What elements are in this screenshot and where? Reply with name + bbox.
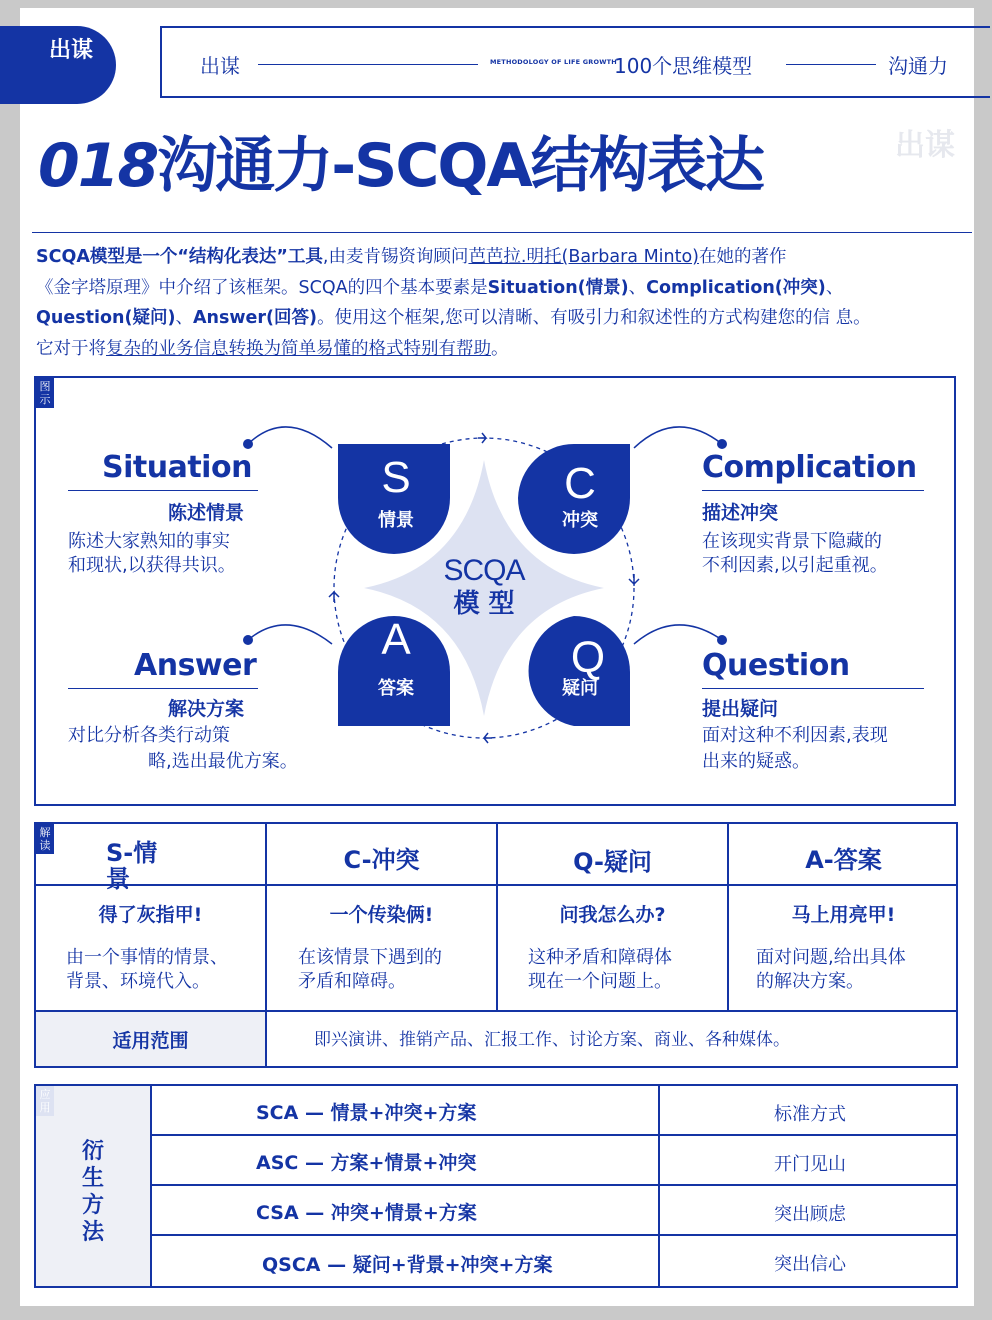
answer-rule xyxy=(68,688,258,689)
header-rule-left xyxy=(258,64,478,65)
intro-bold-complication: Complication(冲突) xyxy=(646,277,826,298)
derive-name-2: 开门见山 xyxy=(774,1154,846,1175)
derive-row-divider-1 xyxy=(150,1134,956,1136)
intro-text-3b: 。使用这个框架,您可以清晰、有吸引力和叙述性的方式构建您的信 息。 xyxy=(317,308,871,328)
connector-complication xyxy=(634,427,722,448)
petal-q-letter: Q xyxy=(570,633,606,682)
derive-row-divider-3 xyxy=(150,1234,956,1236)
intro-line-4 xyxy=(36,334,976,365)
col-desc-c-1: 在该情景下遇到的 xyxy=(298,947,442,968)
intro-text-2a: 《金字塔原理》中介绍了该框架。SCQA的四个基本要素是 xyxy=(36,277,488,298)
connector-answer xyxy=(248,625,332,644)
situation-subtitle: 陈述情景 xyxy=(168,502,245,524)
complication-desc-2: 不利因素,以引起重视。 xyxy=(702,555,888,576)
intro-bold-answer: Answer(回答) xyxy=(192,308,318,328)
title-text: 沟通力-SCQA结构表达 xyxy=(157,131,763,201)
col-head-a: A-答案 xyxy=(805,846,882,874)
diagram-tag: 图示 xyxy=(36,378,54,408)
header-series-label: 100个思维模型 xyxy=(614,54,753,78)
ring-arrow-left xyxy=(329,592,339,602)
answer-title: Answer xyxy=(134,648,257,683)
petal-c-letter: C xyxy=(564,459,596,508)
watermark-logo: 出谋 xyxy=(895,128,955,163)
header-category-label: 沟通力 xyxy=(888,54,948,78)
derive-formula-4: QSCA — 疑问+背景+冲突+方案 xyxy=(262,1254,553,1276)
intro-text-4b: 。 xyxy=(491,338,509,359)
header-rule-right xyxy=(786,64,876,65)
petal-q-label: 疑问 xyxy=(562,678,598,699)
petal-c-label: 冲突 xyxy=(562,510,598,531)
intro-text-4a: 它对于将 xyxy=(36,338,106,359)
connector-situation xyxy=(248,427,332,448)
intro-line-2 xyxy=(36,273,976,304)
title-divider xyxy=(32,232,972,233)
intro-bold-situation: Situation(情景) xyxy=(487,277,629,298)
ring-arrow-bottom xyxy=(484,733,492,743)
logo-text: 出谋 xyxy=(48,38,93,63)
complication-subtitle: 描述冲突 xyxy=(702,502,779,524)
question-subtitle: 提出疑问 xyxy=(702,698,779,720)
header-left-label: 出谋 xyxy=(200,54,240,78)
derive-divider-left xyxy=(150,1086,152,1286)
explain-tag: 解读 xyxy=(36,824,54,854)
answer-desc-1: 对比分析各类行动策 xyxy=(68,725,230,746)
derive-name-3: 突出顾虑 xyxy=(774,1204,846,1225)
explain-table xyxy=(34,822,958,1068)
question-desc-1: 面对这种不利因素,表现 xyxy=(702,725,888,746)
col-desc-q-2: 现在一个问题上。 xyxy=(528,971,672,992)
col-desc-a-2: 的解决方案。 xyxy=(756,971,864,992)
question-title: Question xyxy=(702,648,850,683)
petal-s-letter: S xyxy=(381,453,411,502)
col-desc-c-2: 矛盾和障碍。 xyxy=(298,971,406,992)
col-key-c: 一个传染俩! xyxy=(329,904,434,926)
scope-value: 即兴演讲、推销产品、汇报工作、讨论方案、商业、各种媒体。 xyxy=(314,1030,790,1050)
col-key-a: 马上用亮甲! xyxy=(791,904,896,926)
complication-rule xyxy=(702,490,924,491)
question-desc-2: 出来的疑惑。 xyxy=(702,751,810,772)
intro-text-3a: 、 xyxy=(175,308,193,328)
answer-desc-2: 略,选出最优方案。 xyxy=(148,751,298,772)
col-desc-s-2: 背景、环境代入。 xyxy=(66,971,210,992)
question-rule xyxy=(702,688,924,689)
title-number: 018 xyxy=(38,131,158,201)
header-bar xyxy=(160,26,990,98)
scqa-diagram xyxy=(34,376,956,806)
intro-bold-1: SCQA模型是一个“结构化表达”工具 xyxy=(36,247,323,267)
col-head-c: C-冲突 xyxy=(343,846,420,874)
situation-rule xyxy=(68,490,258,491)
col-desc-s-1: 由一个事情的情景、 xyxy=(66,947,228,968)
page xyxy=(20,8,974,1306)
petal-a-label: 答案 xyxy=(378,678,414,699)
intro-paragraph xyxy=(36,242,976,364)
col-key-s: 得了灰指甲! xyxy=(98,904,203,926)
intro-underline: 复杂的业务信息转换为简单易懂的格式特别有帮助 xyxy=(106,338,491,359)
ring-arrow-right xyxy=(629,574,639,584)
derive-formula-2: ASC — 方案+情景+冲突 xyxy=(256,1152,477,1174)
complication-title: Complication xyxy=(702,450,917,485)
col-head-q: Q-疑问 xyxy=(573,848,652,876)
scope-label: 适用范围 xyxy=(112,1030,189,1052)
intro-line-3 xyxy=(36,303,976,334)
complication-desc-1: 在该现实背景下隐藏的 xyxy=(702,531,882,552)
col-desc-a-1: 面对问题,给出具体 xyxy=(756,947,906,968)
intro-text-2b: 、 xyxy=(628,277,647,298)
derive-name-4: 突出信心 xyxy=(774,1254,846,1275)
intro-line-1 xyxy=(36,242,976,273)
intro-text-1b: 在她的著作 xyxy=(699,247,787,267)
ring-arrow-top xyxy=(478,433,486,443)
center-title: SCQA xyxy=(443,554,525,587)
derive-formula-3: CSA — 冲突+情景+方案 xyxy=(256,1202,477,1224)
petal-s-label: 情景 xyxy=(378,510,414,531)
situation-title: Situation xyxy=(102,450,252,485)
situation-desc-2: 和现状,以获得共识。 xyxy=(68,555,236,576)
header-tagline: METHODOLOGY OF LIFE GROWTH xyxy=(490,58,617,66)
derive-table xyxy=(34,1084,958,1288)
col-desc-q-1: 这种矛盾和障碍体 xyxy=(528,947,672,968)
connector-question xyxy=(634,625,722,644)
derive-row-divider-2 xyxy=(150,1184,956,1186)
derive-tag: 应用 xyxy=(36,1086,54,1116)
situation-desc-1: 陈述大家熟知的事实 xyxy=(68,531,230,552)
col-key-q: 问我怎么办? xyxy=(559,904,666,926)
logo-badge xyxy=(0,26,116,104)
intro-bold-question: Question(疑问) xyxy=(36,308,176,328)
page-title xyxy=(38,118,763,204)
intro-author-link: 芭芭拉.明托(Barbara Minto) xyxy=(468,247,700,267)
center-subtitle: 模 型 xyxy=(453,589,515,619)
intro-text-2c: 、 xyxy=(825,277,844,298)
intro-text-1a: ,由麦肯锡资询顾问 xyxy=(322,247,469,267)
answer-subtitle: 解决方案 xyxy=(168,698,245,720)
col-head-s: S-情景 xyxy=(106,839,158,893)
derive-label: 衍生方法 xyxy=(82,1139,105,1245)
derive-formula-1: SCA — 情景+冲突+方案 xyxy=(256,1102,477,1124)
derive-name-1: 标准方式 xyxy=(774,1104,846,1125)
petal-a-letter: A xyxy=(381,615,411,664)
